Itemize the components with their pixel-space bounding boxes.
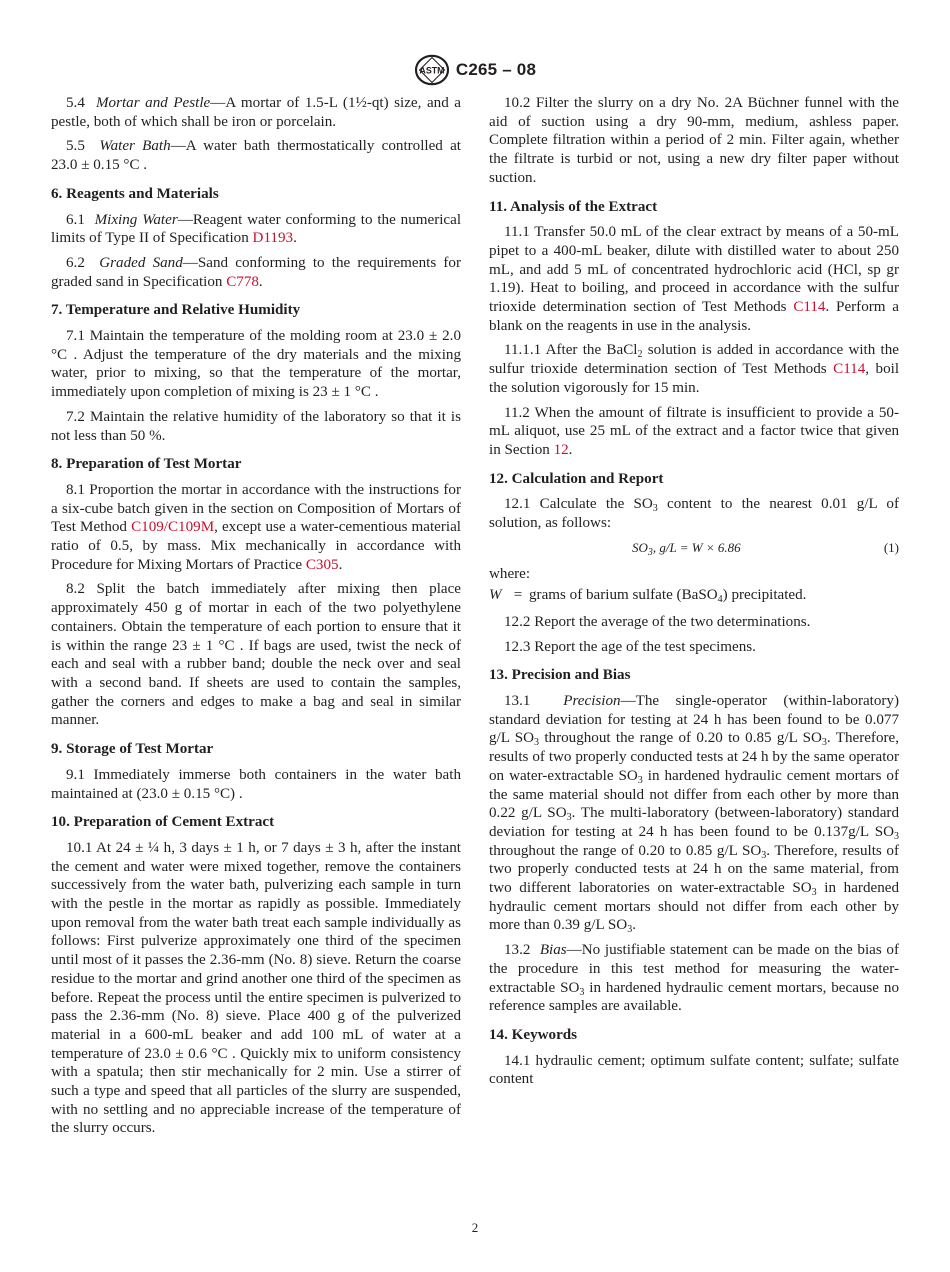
ref-link-c109[interactable]: C109/C109M [131, 519, 215, 536]
document-code: C265 – 08 [455, 59, 537, 79]
para-11-1: 11.1 Transfer 50.0 mL of the clear extract by means of a 50-mL pipet to a 400-mL beaker, dilute with distilled water to about 250 mL, and add 5 mL of concentrated hydrochloric acid (HCl, sp gr 1.19). Heat to boiling, and proceed in accordance with the sulfur trioxide determination section of Test Methods C114. Perform a blank on the reagents in use in the analysis. [489, 224, 899, 334]
astm-logo-icon [414, 54, 450, 86]
para-8-2: 8.2 Split the batch immediately after mixing then place approximately 450 g of mortar in each of the two polyethylene containers. Obtain the temperature of each portion to ensure that it is within the range 23 ± 1 °C . If bags are used, twist the neck of each and seal with a rubber band; double the neck over and seal with a second band. If sheets are used to contain the samples, gather the corners and edges to make a bag and seal in similar manner. [51, 581, 461, 729]
para-13-2: 13.2 Bias—No justifiable statement can be made on the bias of the procedure in this test method for measuring the water-extractable $SO_3$ in hardened hydraulic cement mortars, because no reference samples are available. [489, 942, 900, 1015]
heading-12: 12. Calculation and Report [489, 470, 664, 487]
para-9-1: 9.1 Immediately immerse both containers in the water bath maintained at (23.0 ± 0.15 °C) . [51, 766, 461, 802]
para-11-2: 11.2 When the amount of filtrate is insufficient to provide a 50-mL aliquot, use 25 mL of the extract and a factor twice that given in Section 12. [489, 404, 899, 458]
ref-link-c305[interactable]: C305 [305, 556, 339, 573]
para-5-4: 5.4 Mortar and Pestle—A mortar of 1.5-L (1½-qt) size, and a pestle, both of which shall be iron or porcelain. [51, 95, 462, 130]
astm-logo-text: ASTM [419, 65, 445, 76]
where-label: where: [489, 566, 531, 583]
page-header [0, 54, 950, 86]
equation-expression: $SO_3$, g/L = W × 6.86 [632, 539, 741, 558]
right-column [489, 94, 899, 1095]
para-14-1: 14.1 hydraulic cement; optimum sulfate content; sulfate; sulfate content [489, 1052, 899, 1088]
ref-link-d1193[interactable]: D1193 [252, 230, 294, 247]
equation-number: (1) [883, 539, 899, 555]
para-10-2: 10.2 Filter the slurry on a dry No. 2A Büchner funnel with the aid of suction using a dry 90-mm, medium, ashless paper. Complete filtration within a period of 2 min. Filter again, whether the filtrate is turbid or not, using a new dry filter paper without suction. [489, 95, 899, 186]
para-8-1: 8.1 Proportion the mortar in accordance with the instructions for a six-cube batch given in the section on Composition of Mortars of Test Method C109/C109M, except use a water-cementious material ratio of 0.5, by mass. Mix mechanically in accordance with Procedure for Mixing Mortars of Practice C305. [51, 481, 461, 573]
para-6-1: 6.1 Mixing Water—Reagent water conforming to the numerical limits of Type II of Specification D1193. [51, 211, 462, 247]
left-column [51, 94, 461, 1144]
page-number: 2 [471, 1220, 479, 1235]
heading-9: 9. Storage of Test Mortar [51, 741, 214, 758]
para-10-1: 10.1 At 24 ± ¼ h, 3 days ± 1 h, or 7 days ± 3 h, after the instant the cement and water were mixed together, remove the containers successively from the water bath, pulverizing each sample in turn with the pestle in the mortar as rapidly as possible. Immediately upon removal from the water bath treat each sample individually as follows: First pulverize approximately one third of the specimen until most of it passes the 2.36-mm (No. 8) sieve. Return the coarse residue to the mortar and grind another one third of the specimen as before. Repeat the process until the entire specimen is pulverized to pass the 2.36-mm (No. 8) sieve. Place 400 g of the pulverized material in a 600-mL beaker and add 100 mL of water at a temperature of 23.0 ± 0.6 °C . Quickly mix to uniform consistency with a spatula; then stir mechanically for 2 min. Use a stirrer of such a type and speed that all particles of the slurry are suspended, with no settling and no appreciable increase of the temperature of the slurry occurs. [51, 839, 461, 1137]
ref-link-section-12[interactable]: 12 [553, 441, 569, 458]
ref-link-c114[interactable]: C114 [793, 299, 826, 316]
para-13-1: 13.1 Precision—The single-operator (within-laboratory) standard deviation for testing at 24 h has been found to be 0.077 g/L $SO_3$ throughout the range of 0.20 to 0.85 g/L $SO_3$. Therefore, results of two properly conducted tests at 24 h by the same operator on water-extractable $SO_3$ in hardened hydraulic cement mortars of the same material should not differ from each other by more than 0.22 g/L $SO_3$. The multi-laboratory (between-laboratory) standard deviation for testing at 24 h has been found to be 0.137g/L $SO_3$ throughout the range of 0.20 to 0.85 g/L $SO_3$. Therefore, results of two properly conducted tests at 24 h on the same material, from two different laboratories on water-extractable $SO_3$ in hardened hydraulic cement mortars should not differ from each other by more than 0.39 g/L $SO_3$. [489, 692, 900, 936]
ref-link-c114-2[interactable]: C114 [833, 361, 866, 378]
heading-14: 14. Keywords [489, 1026, 578, 1043]
para-12-1: 12.1 Calculate the $SO_3$ content to the nearest 0.01 g/L of solution, as follows: [489, 496, 899, 532]
ref-link-c778[interactable]: C778 [226, 273, 259, 290]
para-12-3: 12.3 Report the age of the test specimens. [504, 638, 756, 655]
heading-8: 8. Preparation of Test Mortar [51, 456, 242, 473]
equation-1 [489, 539, 899, 558]
para-7-1: 7.1 Maintain the temperature of the molding room at 23.0 ± 2.0 °C . Adjust the temperature of the dry materials and the mixing water, prior to mixing, so that the temperature of the mortar, immediately upon completion of mixing is 23 ± 1 °C . [51, 328, 461, 401]
heading-10: 10. Preparation of Cement Extract [51, 814, 275, 831]
heading-11: 11. Analysis of the Extract [489, 198, 658, 215]
heading-13: 13. Precision and Bias [489, 667, 631, 684]
variable-definition: W = grams of barium sulfate (BaSO$_4$) precipitated. [489, 587, 807, 606]
para-5-5: 5.5 Water Bath—A water bath thermostatically controlled at 23.0 ± 0.15 °C . [51, 138, 461, 174]
para-6-2: 6.2 Graded Sand—Sand conforming to the requirements for graded sand in Specification C778. [51, 254, 461, 290]
heading-6: 6. Reagents and Materials [51, 185, 219, 202]
para-7-2: 7.2 Maintain the relative humidity of the laboratory so that it is not less than 50 %. [51, 408, 461, 444]
heading-7: 7. Temperature and Relative Humidity [51, 302, 301, 319]
para-12-2: 12.2 Report the average of the two determinations. [504, 613, 811, 630]
para-11-1-1: 11.1.1 After the BaCl$_2$ solution is added in accordance with the sulfur trioxide determination section of Test Methods C114, boil the solution vigorously for 15 min. [489, 342, 900, 396]
